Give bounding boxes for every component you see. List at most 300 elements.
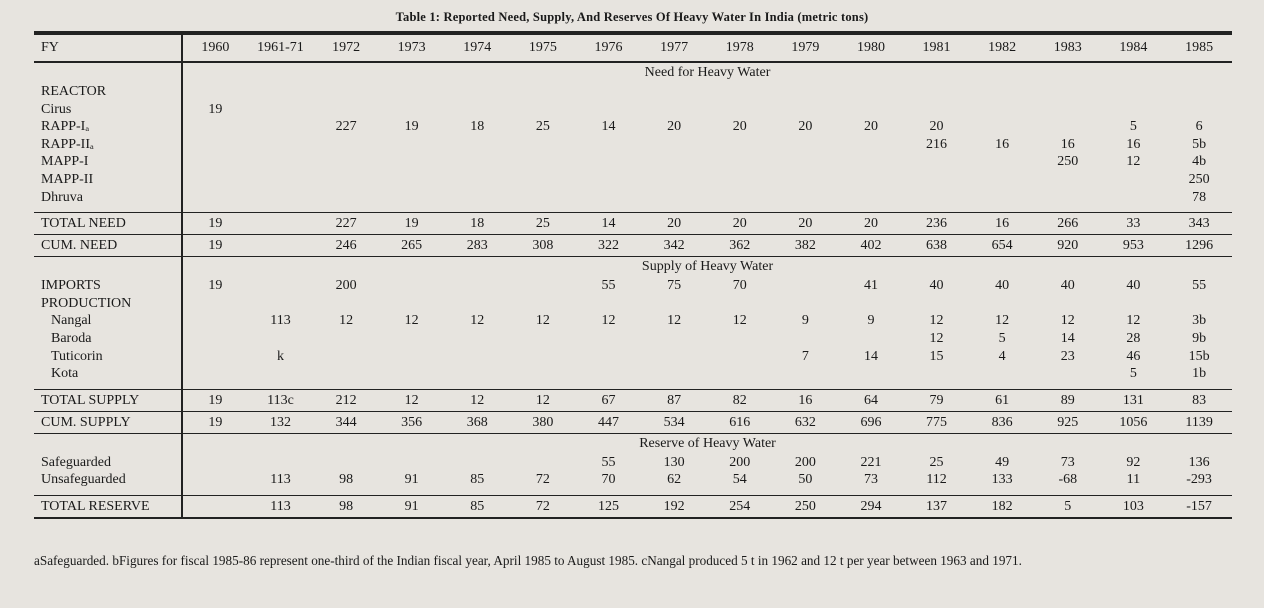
table-cell	[641, 136, 707, 154]
table-cell	[313, 101, 379, 119]
table-cell: 61	[969, 389, 1035, 411]
table-cell: 920	[1035, 235, 1101, 257]
table-cell	[248, 189, 314, 207]
table-cell	[773, 136, 839, 154]
table-cell	[1101, 189, 1167, 207]
table-cell	[641, 83, 707, 101]
table-cell: 200	[335, 278, 357, 294]
table-cell: 632	[773, 411, 839, 433]
footnote: aSafeguarded. bFigures for fiscal 1985-86 represent one-third of the Indian fiscal year, April 1985 to August 1985. cNangal produced 5 t in 1962 and 12 t per year between 1963 and 1971.	[34, 553, 1022, 568]
section-heading: Reserve of Heavy Water	[639, 435, 776, 451]
table-cell	[1101, 295, 1167, 313]
table-row	[34, 101, 1232, 119]
table-cell: 19	[182, 213, 248, 235]
table-row	[34, 153, 1232, 171]
table-cell	[182, 83, 248, 101]
table-cell: 14	[1060, 330, 1075, 346]
section-heading-row	[34, 433, 1232, 454]
table-cell	[773, 189, 839, 207]
table-cell	[707, 83, 773, 101]
table-cell: 91	[379, 495, 445, 518]
row-label: MAPP-II	[34, 171, 182, 189]
table-cell	[641, 295, 707, 313]
table-row	[34, 136, 1232, 154]
table-cell	[576, 153, 642, 171]
table-cell	[773, 277, 839, 295]
table-cell: 14	[863, 348, 878, 364]
table-cell: 356	[379, 411, 445, 433]
year-header: 1981	[904, 34, 970, 62]
table-cell: 254	[707, 495, 773, 518]
table-cell	[1035, 101, 1101, 119]
table-cell	[510, 189, 576, 207]
row-label: RAPP-IIₐ	[34, 136, 182, 154]
table-cell: 25	[535, 119, 550, 135]
table-cell: 49	[995, 454, 1010, 470]
table-cell: 14	[576, 213, 642, 235]
table-cell	[248, 118, 314, 136]
table-cell	[379, 101, 445, 119]
table-row	[34, 312, 1232, 330]
table-cell: 23	[1060, 348, 1075, 364]
table-cell: 200	[729, 454, 751, 470]
table-cell	[969, 171, 1035, 189]
table-cell	[444, 295, 510, 313]
table-cell: 342	[641, 235, 707, 257]
table-cell: 41	[863, 278, 878, 294]
table-cell: 12	[470, 313, 485, 329]
table-cell	[904, 189, 970, 207]
row-label: PRODUCTION	[34, 295, 182, 313]
table-cell: 4	[998, 348, 1006, 364]
table-cell: 12	[667, 313, 682, 329]
table-cell	[707, 189, 773, 207]
table-cell	[248, 235, 314, 257]
year-header: 1960	[182, 34, 248, 62]
table-cell	[313, 83, 379, 101]
table-cell	[576, 83, 642, 101]
table-cell: 16	[969, 213, 1035, 235]
table-cell: 382	[773, 235, 839, 257]
table-cell: 12	[929, 330, 944, 346]
table-cell: 19	[379, 213, 445, 235]
row-label: Kota	[34, 365, 182, 383]
table-cell: 79	[904, 389, 970, 411]
table-cell: 221	[860, 454, 882, 470]
row-label: Baroda	[34, 330, 182, 348]
table-cell: 236	[904, 213, 970, 235]
table-cell	[248, 153, 314, 171]
year-header: 1982	[969, 34, 1035, 62]
table-cell: 250	[1057, 154, 1079, 170]
table-cell	[707, 171, 773, 189]
year-header: 1975	[510, 34, 576, 62]
table-cell	[248, 101, 314, 119]
year-header: 1973	[379, 34, 445, 62]
table-cell	[510, 101, 576, 119]
table-cell: 20	[667, 119, 682, 135]
table-cell: 16	[995, 136, 1010, 152]
table-cell	[576, 365, 642, 383]
table-cell	[444, 101, 510, 119]
year-header: 1974	[444, 34, 510, 62]
table-cell	[379, 365, 445, 383]
table-cell	[838, 153, 904, 171]
total-row	[34, 389, 1232, 411]
table-cell	[641, 171, 707, 189]
table-cell	[313, 348, 379, 366]
table-cell	[969, 153, 1035, 171]
table-row	[34, 295, 1232, 313]
table-cell: 72	[535, 472, 550, 488]
table-cell: 15b	[1188, 348, 1210, 364]
table-cell	[576, 330, 642, 348]
table-cell: 12	[444, 389, 510, 411]
table-cell: 136	[1188, 454, 1210, 470]
table-cell: 55	[601, 454, 616, 470]
table-cell: 16	[1060, 136, 1075, 152]
table-cell: 20	[641, 213, 707, 235]
table-cell: 18	[444, 213, 510, 235]
table-cell: 200	[794, 454, 816, 470]
table-cell	[1101, 171, 1167, 189]
table-cell	[904, 153, 970, 171]
table-cell	[969, 189, 1035, 207]
table-cell	[576, 171, 642, 189]
table-cell: 14	[601, 119, 616, 135]
table-cell	[444, 348, 510, 366]
table-cell: 55	[601, 278, 616, 294]
table-cell: 12	[535, 313, 550, 329]
table-cell	[182, 136, 248, 154]
table-cell: 12	[601, 313, 616, 329]
table-cell	[182, 118, 248, 136]
table-cell: 20	[773, 213, 839, 235]
table-cell: 925	[1035, 411, 1101, 433]
table-cell	[379, 277, 445, 295]
table-cell: 113	[270, 313, 291, 329]
table-cell: 103	[1101, 495, 1167, 518]
table-cell	[707, 101, 773, 119]
table-cell	[182, 454, 248, 472]
table-cell	[444, 365, 510, 383]
table-cell	[379, 171, 445, 189]
table-cell	[641, 153, 707, 171]
table-cell: 9	[867, 313, 875, 329]
table-cell: 40	[929, 278, 944, 294]
section-label-cell	[34, 62, 182, 83]
table-cell	[773, 101, 839, 119]
table-cell: 130	[663, 454, 685, 470]
table-cell	[444, 83, 510, 101]
table-cell: 402	[838, 235, 904, 257]
table-cell	[576, 136, 642, 154]
table-cell	[444, 136, 510, 154]
table-cell: 133	[991, 472, 1013, 488]
row-label: Dhruva	[34, 189, 182, 207]
table-cell	[641, 365, 707, 383]
table-cell: 250	[773, 495, 839, 518]
table-cell: 5	[998, 330, 1006, 346]
table-cell: 25	[929, 454, 944, 470]
table-cell	[904, 101, 970, 119]
table-cell: -68	[1058, 472, 1078, 488]
table-cell: 1296	[1166, 235, 1232, 257]
table-cell	[510, 330, 576, 348]
table-cell: 534	[641, 411, 707, 433]
table-cell: 83	[1166, 389, 1232, 411]
table-cell	[1166, 101, 1232, 119]
table-cell	[904, 171, 970, 189]
table-cell	[1035, 295, 1101, 313]
table-cell	[707, 136, 773, 154]
table-cell: 67	[576, 389, 642, 411]
row-label: CUM. SUPPLY	[34, 411, 182, 433]
table-cell	[838, 330, 904, 348]
year-header: 1983	[1035, 34, 1101, 62]
row-label: REACTOR	[34, 83, 182, 101]
table-cell: 3b	[1192, 313, 1207, 329]
table-cell	[969, 83, 1035, 101]
table-cell: 182	[969, 495, 1035, 518]
table-cell: 16	[773, 389, 839, 411]
table-cell: 70	[732, 278, 747, 294]
table-cell	[182, 295, 248, 313]
table-cell: 28	[1126, 330, 1141, 346]
table-cell: 87	[641, 389, 707, 411]
table-cell	[707, 153, 773, 171]
table-cell: 75	[667, 278, 682, 294]
table-cell: 308	[510, 235, 576, 257]
table-cell: 92	[1126, 454, 1141, 470]
table-cell: 64	[838, 389, 904, 411]
table-cell: 112	[926, 472, 947, 488]
table-cell: 953	[1101, 235, 1167, 257]
section-heading: Need for Heavy Water	[644, 65, 771, 80]
table-cell: 73	[1060, 454, 1075, 470]
table-cell: 85	[444, 495, 510, 518]
table-cell: 62	[667, 472, 682, 488]
table-cell	[773, 171, 839, 189]
table-cell: 16	[1126, 136, 1141, 152]
table-cell: 113c	[248, 389, 314, 411]
table-cell: 82	[707, 389, 773, 411]
table-cell	[182, 495, 248, 518]
table-cell: 19	[208, 278, 223, 294]
table-cell	[182, 330, 248, 348]
table-cell: 12	[510, 389, 576, 411]
row-label: Tuticorin	[34, 348, 182, 366]
table-cell: 85	[470, 472, 485, 488]
table-cell: 19	[182, 389, 248, 411]
table-cell	[510, 454, 576, 472]
table-cell: 125	[576, 495, 642, 518]
table-cell: 1056	[1101, 411, 1167, 433]
table-cell: 696	[838, 411, 904, 433]
table-cell	[379, 454, 445, 472]
table-cell: 12	[339, 313, 354, 329]
heavy-water-table	[34, 31, 1232, 519]
table-cell: -293	[1186, 472, 1212, 488]
table-row	[34, 277, 1232, 295]
table-cell: 250	[1188, 171, 1210, 187]
table-cell	[1035, 118, 1101, 136]
table-cell: 50	[798, 472, 813, 488]
table-cell: 9	[801, 313, 809, 329]
table-cell	[182, 348, 248, 366]
header-row	[34, 34, 1232, 62]
table-cell: 98	[339, 472, 354, 488]
table-cell: 6	[1195, 119, 1203, 135]
table-cell: 265	[379, 235, 445, 257]
section-heading: Supply of Heavy Water	[641, 259, 774, 275]
table-cell: 12	[732, 313, 747, 329]
table-cell	[313, 454, 379, 472]
table-cell	[379, 189, 445, 207]
table-cell	[313, 189, 379, 207]
table-cell	[510, 348, 576, 366]
table-cell: 73	[863, 472, 878, 488]
table-cell	[182, 153, 248, 171]
table-cell	[904, 83, 970, 101]
table-cell: 40	[995, 278, 1010, 294]
table-cell: 12	[1126, 313, 1141, 329]
table-cell	[1035, 365, 1101, 383]
total-row	[34, 213, 1232, 235]
table-cell: 192	[641, 495, 707, 518]
table-cell: 344	[313, 411, 379, 433]
section-label-cell	[34, 433, 182, 454]
year-header: 1985	[1166, 34, 1232, 62]
table-cell: 5	[1035, 495, 1101, 518]
table-row	[34, 365, 1232, 383]
table-cell	[576, 101, 642, 119]
table-cell: 246	[313, 235, 379, 257]
table-cell	[707, 365, 773, 383]
table-row	[34, 471, 1232, 489]
table-cell	[379, 348, 445, 366]
table-row	[34, 330, 1232, 348]
table-cell	[576, 189, 642, 207]
table-cell	[248, 213, 314, 235]
table-cell: 216	[926, 136, 948, 152]
table-cell: -157	[1166, 495, 1232, 518]
table-cell: 12	[1126, 154, 1141, 170]
table-cell	[510, 295, 576, 313]
section-heading-row	[34, 62, 1232, 83]
table-cell	[379, 330, 445, 348]
row-label: Unsafeguarded	[34, 471, 182, 489]
table-cell: 447	[576, 411, 642, 433]
table-cell	[641, 101, 707, 119]
table-cell	[838, 365, 904, 383]
table-cell: 137	[904, 495, 970, 518]
table-cell: 12	[929, 313, 944, 329]
table-cell	[248, 83, 314, 101]
table-cell: 1b	[1192, 366, 1207, 382]
table-cell: 98	[313, 495, 379, 518]
table-cell: 1139	[1166, 411, 1232, 433]
row-label: TOTAL NEED	[34, 213, 182, 235]
table-cell: 638	[904, 235, 970, 257]
table-cell	[248, 136, 314, 154]
table-cell	[182, 189, 248, 207]
table-cell: 89	[1035, 389, 1101, 411]
table-cell: 40	[1060, 278, 1075, 294]
table-cell	[904, 365, 970, 383]
table-cell	[707, 330, 773, 348]
row-label: TOTAL SUPPLY	[34, 389, 182, 411]
table-cell: 18	[470, 119, 485, 135]
table-cell	[182, 312, 248, 330]
table-cell	[838, 83, 904, 101]
table-cell	[510, 365, 576, 383]
table-cell	[313, 365, 379, 383]
table-cell: 20	[707, 213, 773, 235]
table-cell	[773, 330, 839, 348]
table-cell: 9b	[1192, 330, 1207, 346]
table-cell: 40	[1126, 278, 1141, 294]
row-label: TOTAL RESERVE	[34, 495, 182, 518]
table-cell: 12	[404, 313, 419, 329]
table-cell: 12	[1060, 313, 1075, 329]
table-cell	[904, 295, 970, 313]
row-label: Cirus	[34, 101, 182, 119]
table-cell: 654	[969, 235, 1035, 257]
table-cell: 33	[1101, 213, 1167, 235]
table-cell	[576, 295, 642, 313]
table-cell: 78	[1192, 189, 1207, 205]
year-header: 1980	[838, 34, 904, 62]
table-cell: 227	[313, 213, 379, 235]
total-row	[34, 411, 1232, 433]
row-label: Nangal	[34, 312, 182, 330]
fy-header: FY	[34, 34, 182, 62]
table-cell	[510, 171, 576, 189]
table-cell	[182, 365, 248, 383]
table-cell: 19	[404, 119, 419, 135]
year-header: 1976	[576, 34, 642, 62]
table-cell	[838, 295, 904, 313]
table-cell	[248, 330, 314, 348]
table-cell: 15	[929, 348, 944, 364]
year-header: 1972	[313, 34, 379, 62]
table-cell: 131	[1101, 389, 1167, 411]
table-cell: 20	[838, 213, 904, 235]
table-cell	[444, 330, 510, 348]
table-cell	[838, 101, 904, 119]
table-cell	[969, 295, 1035, 313]
table-cell	[1166, 83, 1232, 101]
table-cell	[773, 83, 839, 101]
table-cell: 5b	[1192, 136, 1207, 152]
table-cell	[641, 348, 707, 366]
table-cell: 343	[1166, 213, 1232, 235]
table-cell	[379, 83, 445, 101]
table-cell: 20	[798, 119, 813, 135]
table-cell	[510, 277, 576, 295]
table-cell: 5	[1129, 119, 1137, 135]
table-cell	[838, 189, 904, 207]
year-header: 1979	[773, 34, 839, 62]
table-cell: 380	[510, 411, 576, 433]
table-cell	[838, 136, 904, 154]
table-cell: 775	[904, 411, 970, 433]
table-cell	[313, 136, 379, 154]
table-cell	[1101, 83, 1167, 101]
table-cell	[379, 136, 445, 154]
table-cell: 227	[335, 119, 357, 135]
